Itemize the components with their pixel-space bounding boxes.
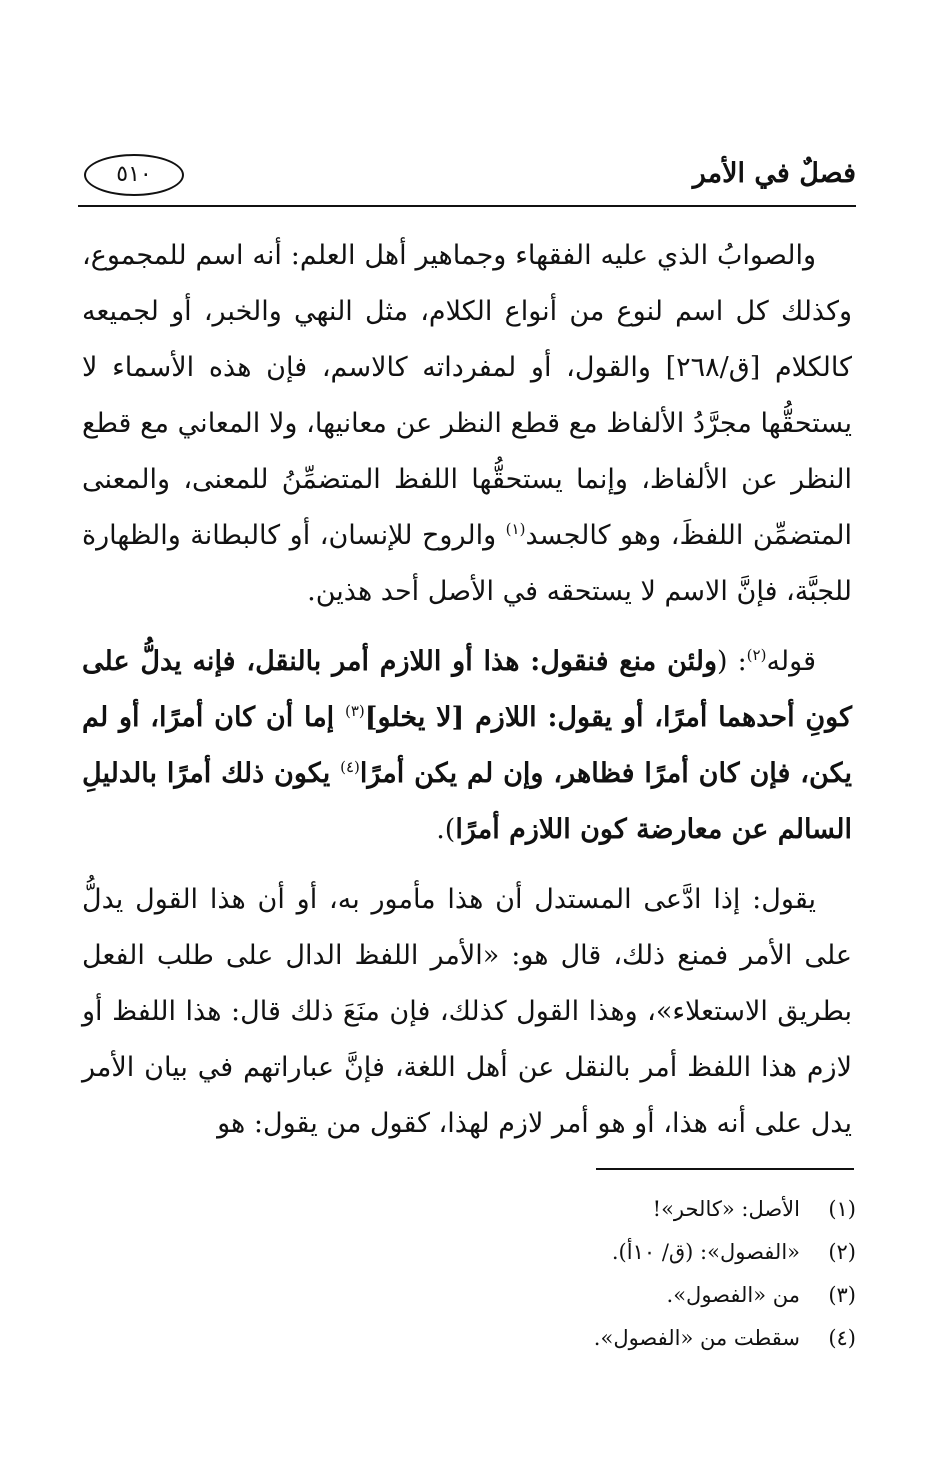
body-text [82,228,852,1166]
footnote-number: (٣) [828,1283,856,1307]
footnote-3 [300,1274,856,1317]
chapter-title: فصلٌ في الأمر [692,158,856,189]
footnote-divider [596,1168,854,1170]
footnote-text: من «الفصول». [666,1283,800,1307]
paragraph-3-text: يقول: إذا ادَّعى المستدل أن هذا مأمور به، أو أن هذا القول يدلُّ على الأمر فمنع ذلك، قال هو: «الأمر اللفظ الدال على طلب الفعل بطريق الاستعلاء»، وهذا القول كذلك، فإن منَعَ ذلك قال: هذا اللفظ أو لازم هذا اللفظ أمر بالنقل عن أهل اللغة، فإنَّ عباراتهم في بيان الأمر يدل على أنه هذا، أو هو أمر لازم لهذا، كقول من يقول: هو [82,884,852,1139]
footnote-2 [300,1231,856,1274]
footnote-number: (١) [828,1197,856,1221]
quoted-text-part-1: ولئن منع فنقول: هذا أو اللازم أمر بالنقل، فإنه يدلُّ على كونِ أحدهما أمرًا، أو يقول: اللازم [لا يخلو] [82,646,852,733]
footnote-1 [300,1188,856,1231]
quoted-text-part-3: يكون ذلك أمرًا بالدليلِ السالم عن معارضة كون اللازم أمرًا [82,758,852,845]
footnote-ref-2: (٢) [746,646,767,664]
quote-close: ). [436,814,456,845]
footnotes [300,1188,856,1360]
footnote-text: سقطت من «الفصول». [593,1326,800,1350]
footnote-number: (٢) [828,1240,856,1264]
paragraph-1-text-continued: والروح للإنسان، أو كالبطانة والظهارة للجبَّة، فإنَّ الاسم لا يستحقه في الأصل أحد هذين. [82,520,852,607]
paragraph-1 [82,228,852,620]
paragraph-3 [82,872,852,1152]
footnote-text: «الفصول»: (ق/ ١٠أ). [611,1240,800,1264]
paragraph-2-quote [82,634,852,858]
paragraph-1-text: والصوابُ الذي عليه الفقهاء وجماهير أهل العلم: أنه اسم للمجموع، وكذلك كل اسم لنوع من أنواع الكلام، مثل النهي والخبر، أو لجميعه كالكلام [ق/٢٦٨] والقول، أو لمفرداته كالاسم، فإن هذه الأسماء لا يستحقُّها مجرَّدُ الألفاظ مع قطع النظر عن معانيها، ولا المعاني مع قطع النظر عن الألفاظ، وإنما يستحقُّها اللفظ المتضمِّنُ للمعنى، والمعنى المتضمِّن اللفظَ، وهو كالجسد [82,240,852,551]
quote-lead: قوله [766,646,817,677]
page-number-badge: ٥١٠ [84,154,184,196]
running-header [78,150,856,206]
footnote-ref-3: (٣) [344,702,365,720]
footnote-ref-1: (١) [505,520,526,538]
footnote-ref-4: (٤) [340,758,360,776]
quote-lead-colon: : ( [717,646,747,677]
quoted-text-part-2: إما أن كان أمرًا، أو لم يكن، فإن كان أمرًا فظاهر، وإن لم يكن أمرًا [82,702,852,789]
footnote-number: (٤) [828,1326,856,1350]
footnote-text: الأصل: «كالحر»! [652,1197,800,1221]
header-divider [78,205,856,207]
footnote-4 [300,1317,856,1360]
